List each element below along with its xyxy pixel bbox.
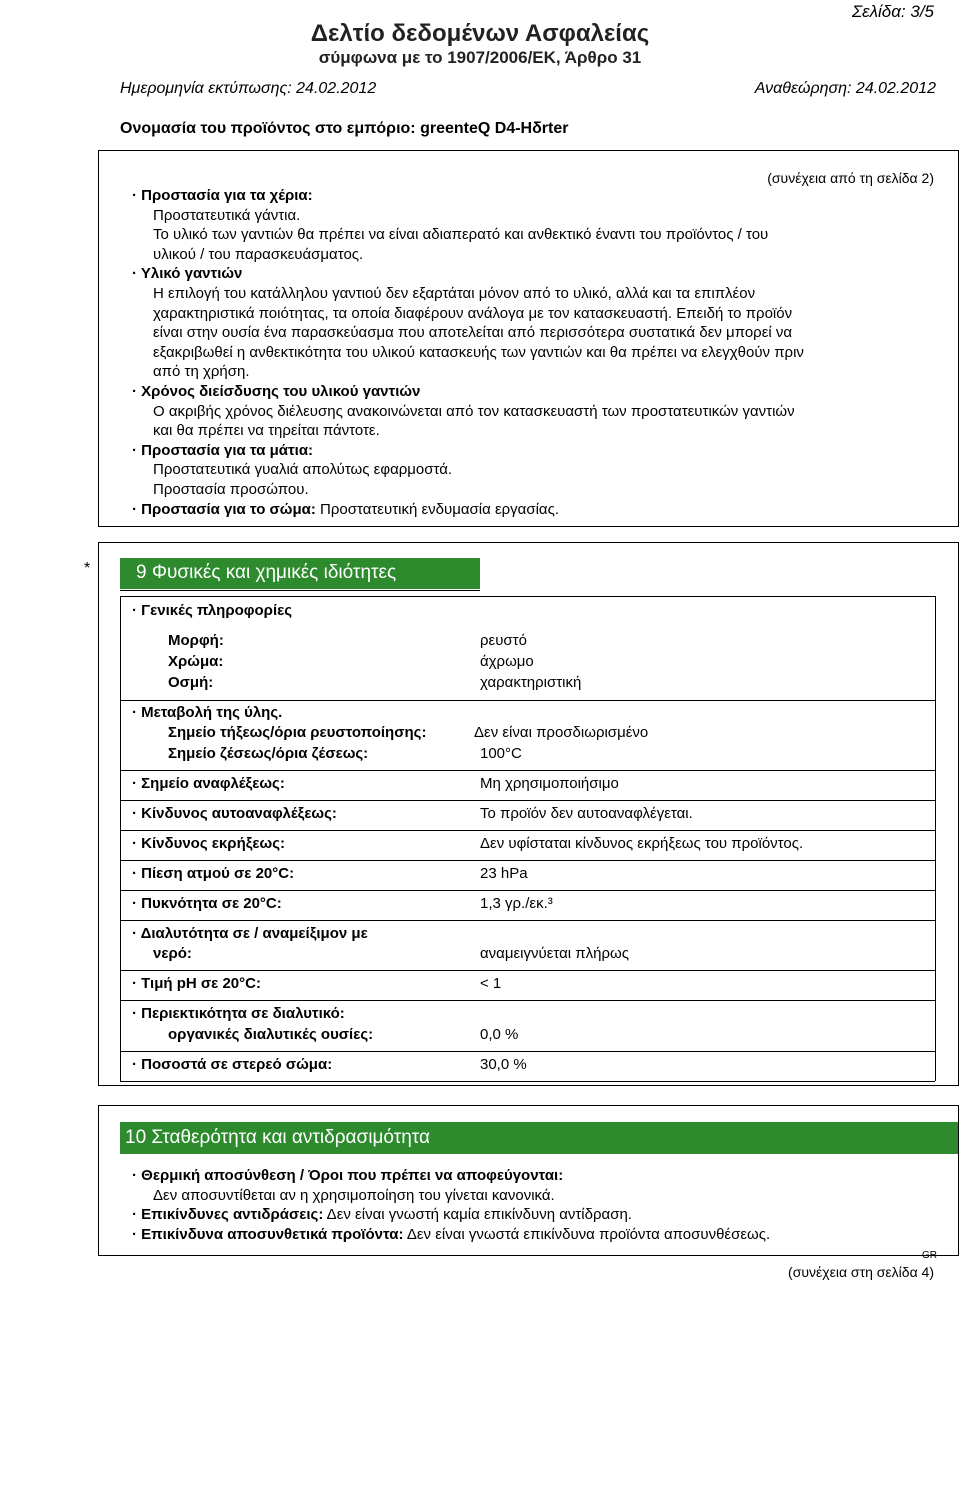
ph-label: · Τιμή pH σε 20°C: — [132, 975, 261, 992]
general-info-label: · Γενικές πληροφορίες — [132, 602, 293, 619]
revision-date: Αναθεώρηση: 24.02.2012 — [754, 80, 936, 97]
penetration-time-text: Ο ακριβής χρόνος διέλευσης ανακοινώνεται από τον κατασκευαστή των προστατευτικών γαντιών — [153, 402, 795, 420]
section10-header-box — [120, 1122, 958, 1154]
hand-protection-label: · Προστασία για τα χέρια: — [132, 187, 313, 204]
state-change-label: · Μεταβολή της ύλης. — [132, 704, 283, 721]
revision-asterisk: * — [84, 560, 91, 577]
explosion-value: Δεν υφίσταται κίνδυνος εκρήξεως του προϊόντος. — [480, 835, 804, 852]
body-protection-value: Προστατευτική ενδυμασία εργασίας. — [320, 500, 559, 518]
solvent-content-label: · Περιεκτικότητα σε διαλυτικό: — [132, 1005, 345, 1022]
odor-label: Οσμή: — [168, 674, 214, 691]
glove-material-text: Η επιλογή του κατάλληλου γαντιού δεν εξαρτάται μόνον από το υλικό, αλλά και τα επιπλέον — [153, 284, 756, 302]
section9-bottom-rule — [98, 1085, 959, 1086]
body-protection-line — [132, 500, 938, 520]
penetration-time-text: και θα πρέπει να τηρείται πάντοτε. — [153, 422, 380, 440]
section10-top-rule — [98, 1105, 959, 1106]
continued-on: (συνέχεια στη σελίδα 4) — [788, 1264, 934, 1280]
section9-right-rule — [958, 542, 959, 1085]
decomp-products-value: Δεν είναι γνωστά επικίνδυνα προϊόντα αποσυνθέσεως. — [406, 1225, 771, 1243]
glove-material-text: από τη χρήση. — [153, 363, 250, 381]
vapor-pressure-value: 23 hPa — [480, 865, 528, 882]
explosion-label: · Κίνδυνος εκρήξεως: — [132, 835, 285, 852]
row-divider — [120, 860, 935, 861]
flash-point-label: · Σημείο αναφλέξεως: — [132, 775, 285, 792]
autoignition-value: Το προϊόν δεν αυτοαναφλέγεται. — [480, 805, 693, 822]
row-divider — [120, 920, 935, 921]
row-divider — [120, 830, 935, 831]
glove-material-text: χαρακτηριστικά ποιότητας, τα οποία διαφέρουν ανάλογα με τον κατασκευαστή. Επειδή το προϊόν — [153, 304, 793, 322]
continued-from: (συνέχεια από τη σελίδα 2) — [767, 170, 934, 186]
frame-right-rule — [958, 150, 959, 526]
dangerous-reactions-value: Δεν είναι γνωστή καμία επικίνδυνη αντίδραση. — [326, 1206, 632, 1224]
decomp-products-label: · Επικίνδυνα αποσυνθετικά προϊόντα: — [132, 1225, 404, 1243]
section8-continued — [132, 186, 938, 519]
color-label: Χρώμα: — [168, 653, 224, 670]
glove-material-label: · Υλικό γαντιών — [132, 265, 243, 283]
body-protection-label: · Προστασία για το σώμα: — [132, 500, 316, 518]
hand-protection-text: Το υλικό των γαντιών θα πρέπει να είναι αδιαπερατό και ανθεκτικό έναντι του προϊόντος / του — [153, 226, 769, 244]
reactions-line — [132, 1205, 938, 1225]
properties-bottom-rule — [120, 1081, 935, 1082]
section8-bottom-rule — [98, 526, 959, 527]
eye-protection-text: Προστασία προσώπου. — [153, 480, 309, 498]
boiling-point-label: Σημείο ζέσεως/όρια ζέσεως: — [168, 745, 369, 762]
density-label: · Πυκνότητα σε 20°C: — [132, 895, 282, 912]
properties-left-rule — [120, 596, 121, 1081]
solids-content-value: 30,0 % — [480, 1056, 527, 1073]
row-divider — [120, 970, 935, 971]
section10-right-rule — [958, 1105, 959, 1255]
thermal-decomp-value: Δεν αποσυντίθεται αν η χρησιμοποίηση του γίνεται κανονικά. — [153, 1186, 555, 1204]
solubility-label: · Διαλυτότητα σε / αναμείξιμον με — [132, 925, 368, 942]
eye-protection-label: · Προστασία για τα μάτια: — [132, 441, 314, 459]
glove-material-text: είναι στην ουσία ένα παρασκεύασμα που αποτελείται από περισσότερα συστατικά δεν μπορεί να — [153, 324, 793, 342]
row-divider — [120, 1000, 935, 1001]
section9-top-rule — [98, 542, 959, 543]
row-divider — [120, 800, 935, 801]
hand-protection-text: Προστατευτικά γάντια. — [153, 206, 301, 224]
ph-value: < 1 — [480, 975, 502, 992]
melting-point-label: Σημείο τήξεως/όρια ρευστοποίησης: — [168, 724, 427, 741]
solubility-label-cont: νερό: — [153, 945, 192, 962]
dangerous-reactions-label: · Επικίνδυνες αντιδράσεις: — [132, 1206, 324, 1224]
solubility-value: αναμειγνύεται πλήρως — [480, 945, 629, 962]
eye-protection-text: Προστατευτικά γυαλιά απολύτως εφαρμοστά. — [153, 461, 453, 479]
thermal-decomp-label: · Θερμική αποσύνθεση / Όροι που πρέπει να αποφεύγονται: — [132, 1167, 564, 1184]
print-date: Ημερομηνία εκτύπωσης: 24.02.2012 — [120, 80, 377, 97]
document-subtitle: σύμφωνα με το 1907/2006/ΕΚ, Άρθρο 31 — [318, 48, 642, 67]
section10-bottom-rule — [98, 1255, 959, 1256]
frame-left-rule — [98, 150, 99, 526]
color-value: άχρωμο — [480, 653, 534, 670]
boiling-point-value: 100°C — [480, 745, 522, 762]
section10-left-rule — [98, 1105, 99, 1255]
form-value: ρευστό — [480, 632, 527, 649]
row-divider — [120, 1051, 935, 1052]
section10-title: 10 Σταθερότητα και αντιδρασιμότητα — [125, 1127, 431, 1148]
page-number: Σελίδα: 3/5 — [851, 2, 934, 21]
row-divider — [120, 770, 935, 771]
country-code: GR — [922, 1250, 937, 1261]
row-divider — [120, 890, 935, 891]
header-divider — [98, 150, 959, 151]
organic-solvents-value: 0,0 % — [480, 1026, 519, 1043]
flash-point-value: Μη χρησιμοποιήσιμο — [480, 775, 619, 792]
section9-header-box — [120, 558, 480, 591]
section9-title: 9 Φυσικές και χημικές ιδιότητες — [136, 562, 397, 583]
properties-right-rule — [935, 596, 936, 1081]
solids-content-label: · Ποσοστά σε στερεό σώμα: — [132, 1056, 333, 1073]
melting-point-value: Δεν είναι προσδιωρισμένο — [474, 724, 649, 741]
density-value: 1,3 γρ./εκ.³ — [480, 895, 553, 912]
vapor-pressure-label: · Πίεση ατμού σε 20°C: — [132, 865, 295, 882]
product-name: Ονομασία του προϊόντος στο εμπόριο: greenteQ D4-Hδrter — [120, 120, 569, 137]
organic-solvents-label: οργανικές διαλυτικές ουσίες: — [168, 1026, 374, 1043]
document-title: Δελτίο δεδομένων Ασφαλείας — [310, 20, 650, 47]
section9-left-rule — [98, 542, 99, 1085]
section10-body — [132, 1166, 938, 1244]
hand-protection-text: υλικού / του παρασκευάσματος. — [153, 245, 364, 263]
autoignition-label: · Κίνδυνος αυτοαναφλέξεως: — [132, 805, 337, 822]
penetration-time-label: · Χρόνος διείσδυσης του υλικού γαντιών — [132, 382, 421, 400]
decomp-products-line — [132, 1225, 938, 1245]
form-label: Μορφή: — [168, 632, 224, 649]
glove-material-text: εξακριβωθεί η ανθεκτικότητα του υλικού κατασκευής των γαντιών και θα πρέπει να ελεγχθούν πριν — [153, 343, 804, 361]
row-divider — [120, 700, 935, 701]
odor-value: χαρακτηριστική — [480, 674, 582, 691]
